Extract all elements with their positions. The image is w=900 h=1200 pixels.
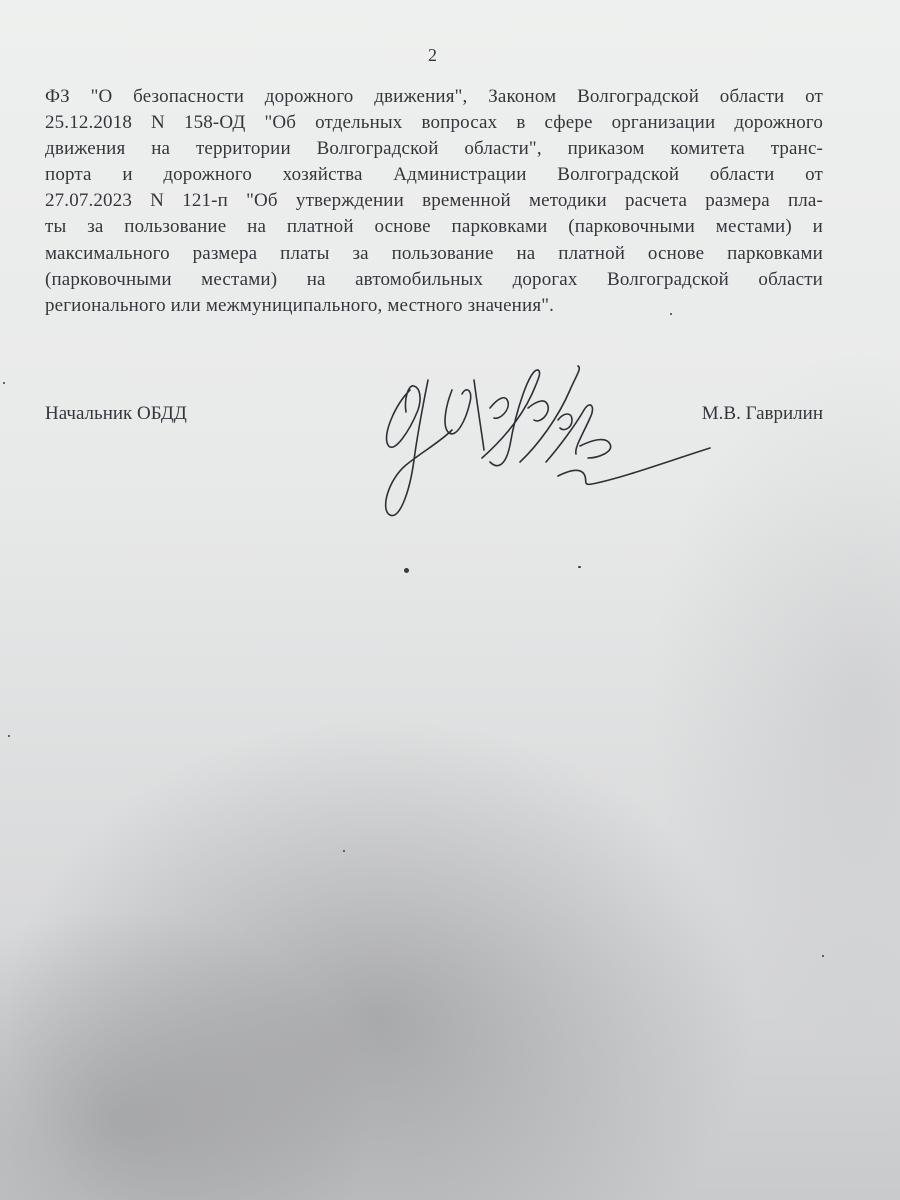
signatory-name: М.В. Гаврилин: [701, 403, 823, 424]
handwritten-signature: [370, 350, 730, 530]
ink-speck: [822, 955, 824, 957]
text-line: ты за пользование на платной основе парковками (парковочными местами) и: [45, 216, 823, 238]
text-line: движения на территории Волгоградской области", приказом комитета транс-: [45, 138, 823, 160]
text-line: (парковочными местами) на автомобильных дорогах Волгоградской области: [45, 268, 823, 290]
ink-speck: [404, 568, 409, 573]
text-line: регионального или межмуниципального, местного значения".: [45, 294, 555, 316]
text-line: порта и дорожного хозяйства Администрации Волгоградской области от: [45, 164, 823, 186]
ink-speck: [3, 382, 5, 384]
body-paragraph: [45, 84, 823, 319]
ink-speck: [343, 850, 345, 852]
page-number: 2: [428, 45, 437, 65]
text-line: 25.12.2018 N 158-ОД "Об отдельных вопросах в сфере организации дорожного: [45, 112, 823, 134]
text-line: максимального размера платы за пользование на платной основе парковками: [45, 242, 823, 264]
text-line: 27.07.2023 N 121-п "Об утверждении временной методики расчета размера пла-: [45, 190, 823, 212]
ink-speck: [8, 735, 10, 737]
ink-speck: [670, 313, 672, 315]
ink-speck: [578, 566, 581, 568]
signatory-position: Начальник ОБДД: [45, 403, 187, 424]
text-line: ФЗ "О безопасности дорожного движения", Законом Волгоградской области от: [45, 86, 823, 107]
